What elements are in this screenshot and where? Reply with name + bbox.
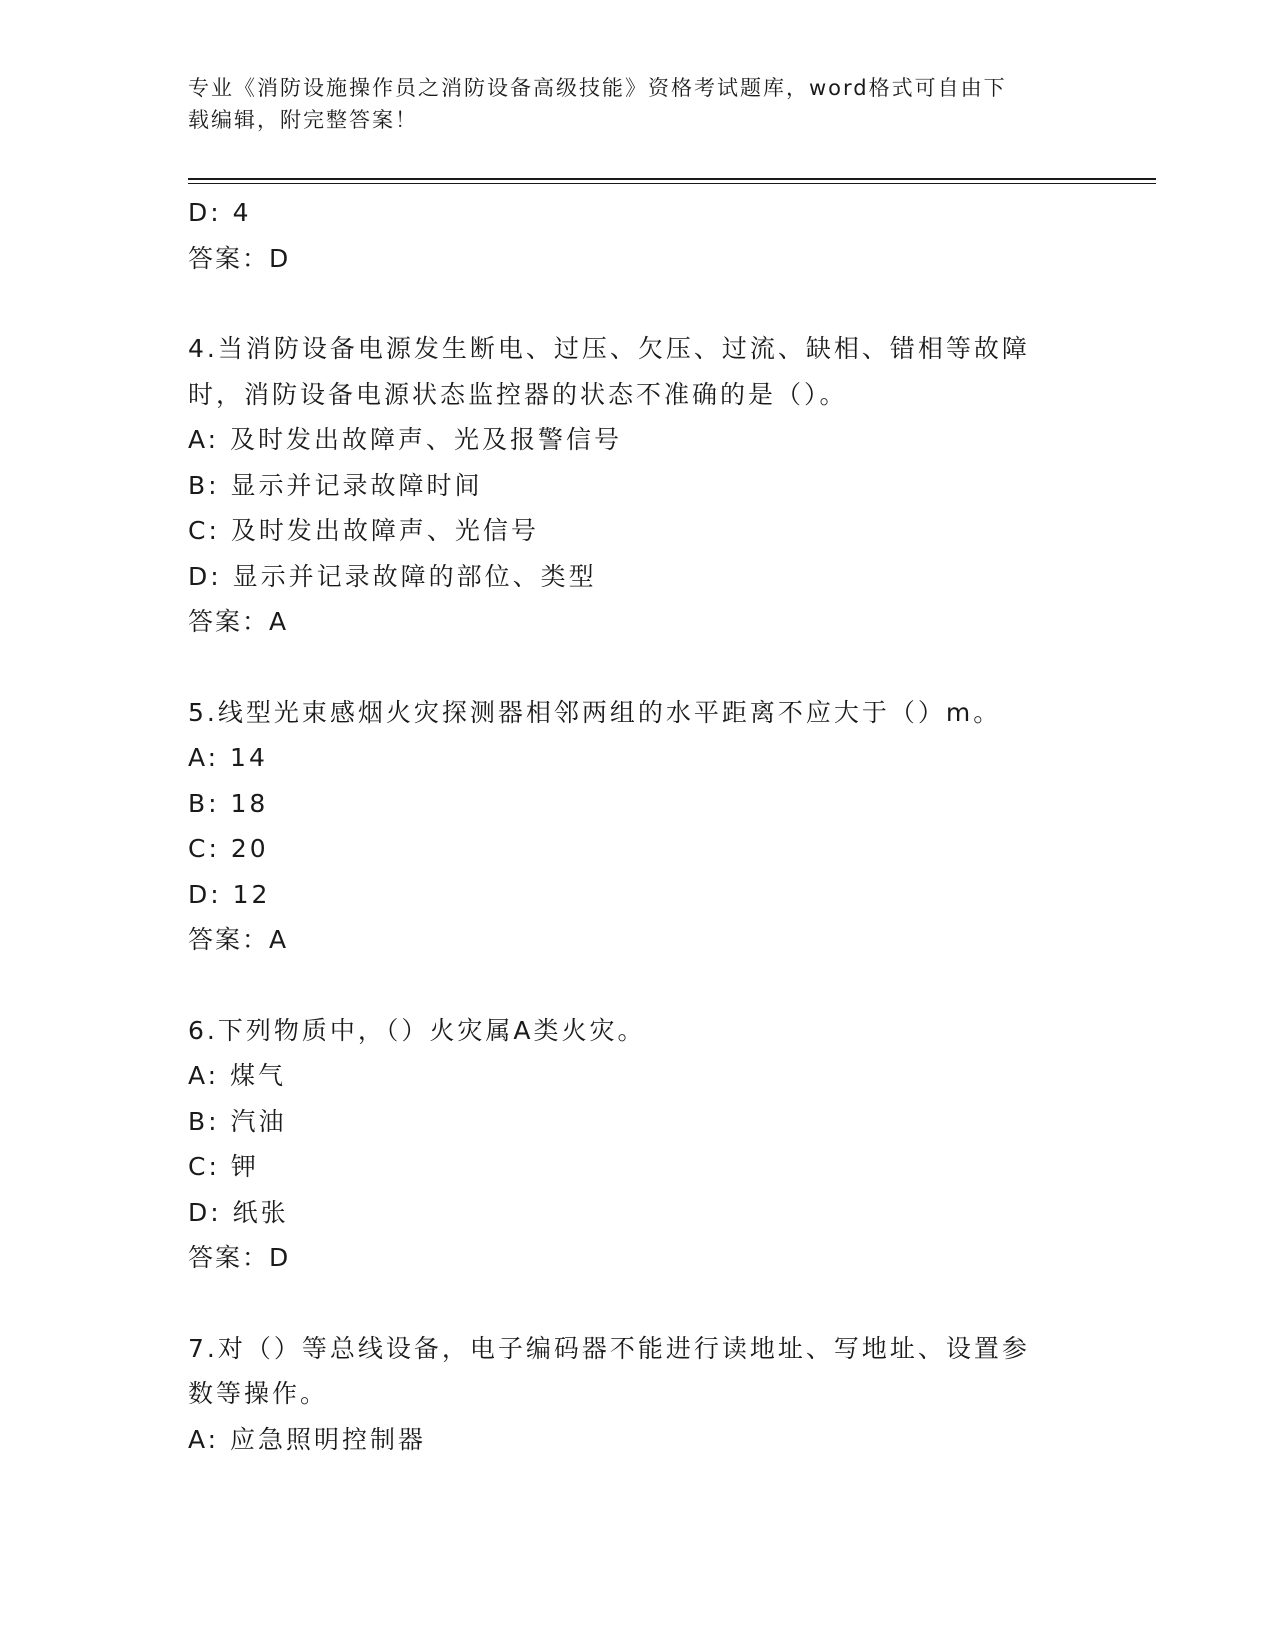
- option-c: C: 20: [188, 834, 269, 863]
- option-d: D: 4: [188, 198, 252, 227]
- answer-line: 答案：D: [188, 1243, 291, 1272]
- question-stem: 5.线型光束感烟火灾探测器相邻两组的水平距离不应大于（）m。: [188, 697, 1002, 727]
- option-b: B: 汽油: [188, 1106, 287, 1136]
- answer-line: 答案：A: [188, 607, 289, 636]
- answer-line: 答案：A: [188, 925, 289, 954]
- previous-question-tail: [188, 190, 1088, 281]
- option-d: D: 12: [188, 879, 271, 909]
- option-b: B: 18: [188, 788, 269, 818]
- option-a: A: 应急照明控制器: [188, 1424, 427, 1454]
- question-6: [188, 1008, 1088, 1281]
- page-header: [188, 72, 1068, 136]
- question-list: [188, 190, 1088, 1462]
- question-stem: 4.当消防设备电源发生断电、过压、欠压、过流、缺相、错相等故障: [188, 334, 1030, 363]
- question-7: [188, 1326, 1088, 1463]
- option-c: C: 及时发出故障声、光信号: [188, 516, 539, 545]
- header-rule-thick: [188, 178, 1156, 180]
- option-a: A: 14: [188, 743, 268, 772]
- question-4: [188, 326, 1088, 645]
- option-b: B: 显示并记录故障时间: [188, 470, 483, 500]
- option-a: A: 及时发出故障声、光及报警信号: [188, 425, 623, 454]
- header-line-1: 专业《消防设施操作员之消防设备高级技能》资格考试题库，word格式可自由下: [188, 76, 1007, 100]
- question-stem-cont: 数等操作。: [188, 1379, 329, 1408]
- header-rule-thin: [188, 183, 1156, 184]
- option-a: A: 煤气: [188, 1061, 287, 1090]
- header-line-2: 载编辑，附完整答案！: [188, 108, 418, 132]
- option-c: C: 钾: [188, 1152, 259, 1181]
- question-stem: 7.对（）等总线设备，电子编码器不能进行读地址、写地址、设置参: [188, 1333, 1030, 1363]
- answer-line: 答案：D: [188, 243, 291, 273]
- question-stem-cont: 时，消防设备电源状态监控器的状态不准确的是（）。: [188, 379, 848, 409]
- option-d: D: 显示并记录故障的部位、类型: [188, 561, 597, 591]
- question-stem: 6.下列物质中，（）火灾属A类火灾。: [188, 1015, 646, 1045]
- option-d: D: 纸张: [188, 1197, 289, 1227]
- question-5: [188, 690, 1088, 963]
